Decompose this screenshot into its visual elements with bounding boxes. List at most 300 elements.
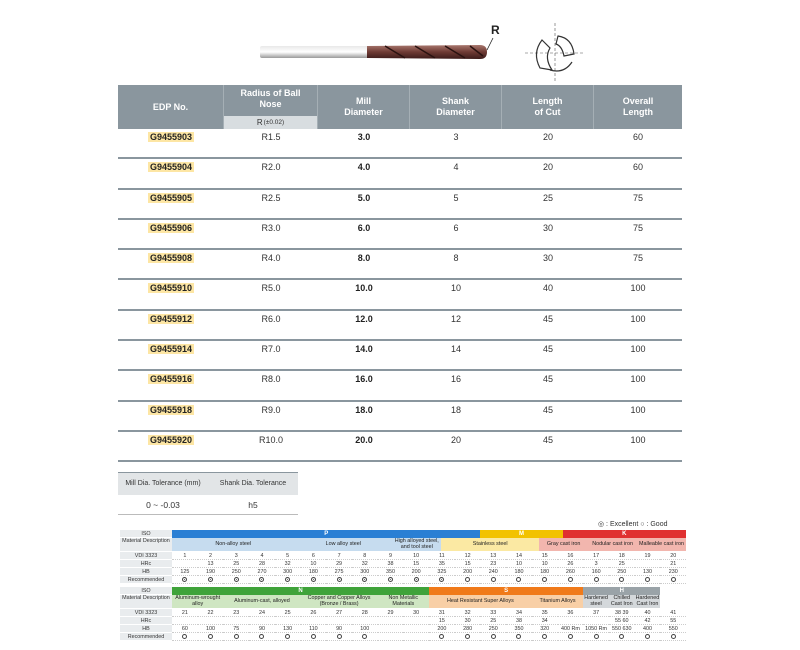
overall-length-cell-text: 100 (630, 404, 646, 415)
shank-diameter-cell (410, 432, 502, 445)
vdi-cell: 17 (583, 552, 609, 560)
length-of-cut-cell (502, 250, 594, 263)
hb-cell (403, 625, 429, 633)
overall-length-cell (594, 220, 682, 233)
hrc-cell: 28 (249, 560, 275, 568)
vdi-cell: 22 (198, 609, 224, 617)
vdi-cell: 27 (326, 609, 352, 617)
vdi-cell: 5 (275, 552, 301, 560)
mill-diameter-cell (318, 280, 410, 293)
vdi-cell: 7 (326, 552, 352, 560)
iso-category-N: N (172, 587, 429, 595)
radius-cell (224, 280, 318, 293)
hb-cell: 550 (660, 625, 686, 633)
col-oal: Overall Length (622, 96, 654, 117)
mill-diameter-cell (318, 159, 410, 172)
excellent-icon (311, 577, 316, 582)
mill-diameter-cell-text: 5.0 (357, 192, 371, 203)
radius-cell-text: R3.0 (261, 222, 281, 233)
edp-cell-text: G9455903 (149, 132, 193, 142)
iso-row (120, 530, 686, 538)
vdi-cell: 34 (506, 609, 532, 617)
good-icon (311, 634, 316, 639)
edp-cell (118, 371, 224, 384)
good-icon (671, 634, 676, 639)
rec-label: Recommended (120, 576, 172, 584)
overall-length-cell (594, 190, 682, 203)
overall-length-cell (594, 432, 682, 445)
cross-section-icon (520, 18, 590, 88)
rec-cell (403, 633, 429, 641)
radius-cell-text: R7.0 (261, 344, 281, 355)
hb-cell (378, 625, 404, 633)
mill-tolerance-value: 0 ~ -0.03 (146, 500, 180, 510)
radius-cell (224, 220, 318, 233)
iso-row (120, 587, 686, 595)
hb-cell: 260 (558, 568, 584, 576)
length-of-cut-cell (502, 371, 594, 384)
hb-cell: 350 (506, 625, 532, 633)
edp-cell-text: G9455910 (149, 283, 193, 294)
shank-diameter-cell-text: 20 (450, 434, 461, 445)
vdi-cell: 26 (301, 609, 327, 617)
material-group: Low alloy steel (294, 538, 392, 552)
overall-length-cell (594, 311, 682, 324)
overall-length-cell (594, 341, 682, 354)
shank-diameter-cell (410, 371, 502, 384)
material-group: Non-alloy steel (172, 538, 294, 552)
material-table (120, 530, 686, 641)
hb-cell: 400 (635, 625, 661, 633)
material-group: Gray cast iron (539, 538, 588, 552)
mill-diameter-cell-text: 16.0 (355, 374, 373, 385)
table-row (118, 371, 682, 401)
description-filler (660, 595, 686, 609)
spec-table-header (118, 85, 682, 129)
excellent-icon (439, 577, 444, 582)
hrc-cell: 42 (635, 617, 661, 625)
material-group: High alloyed steel, and tool steel (392, 538, 441, 552)
hb-row (120, 568, 686, 576)
material-group: Aluminum-wrought alloy (172, 595, 223, 609)
length-of-cut-cell (502, 159, 594, 172)
rec-cell (172, 576, 198, 584)
vdi-cell: 18 (609, 552, 635, 560)
mill-diameter-cell-text: 18.0 (355, 404, 373, 415)
radius-cell-text: R1.5 (261, 132, 281, 142)
length-of-cut-cell (502, 220, 594, 233)
vdi-cell: 10 (403, 552, 429, 560)
hrc-row (120, 617, 686, 625)
edp-cell (118, 220, 224, 233)
overall-length-cell (594, 371, 682, 384)
vdi-cell: 23 (223, 609, 249, 617)
vdi-row (120, 609, 686, 617)
excellent-icon (285, 577, 290, 582)
good-icon (465, 577, 470, 582)
length-of-cut-cell-text: 20 (542, 132, 553, 142)
hrc-cell: 15 (455, 560, 481, 568)
edp-cell (118, 341, 224, 354)
material-group: Hardened Cast Iron (635, 595, 661, 609)
good-icon (619, 634, 624, 639)
vdi-row (120, 552, 686, 560)
excellent-icon (259, 577, 264, 582)
hb-cell: 60 (172, 625, 198, 633)
length-of-cut-cell-text: 45 (542, 404, 553, 415)
hrc-cell (172, 560, 198, 568)
hb-cell: 160 (583, 568, 609, 576)
good-icon (542, 577, 547, 582)
hb-cell: 75 (223, 625, 249, 633)
table-row (118, 341, 682, 371)
good-icon (285, 634, 290, 639)
good-icon (594, 634, 599, 639)
hrc-cell: 34 (532, 617, 558, 625)
hb-label: HB (120, 625, 172, 633)
material-group: Titanium Alloys (532, 595, 583, 609)
overall-length-cell-text: 75 (632, 222, 643, 233)
overall-length-cell-text: 75 (632, 192, 643, 203)
shank-diameter-cell-text: 18 (450, 404, 461, 415)
vdi-cell: 15 (532, 552, 558, 560)
hrc-cell (352, 617, 378, 625)
mill-tolerance-label: Mill Dia. Tolerance (mm) (125, 480, 201, 488)
hrc-cell (172, 617, 198, 625)
hb-cell: 200 (429, 625, 455, 633)
mill-diameter-cell (318, 129, 410, 142)
good-icon (362, 634, 367, 639)
edp-cell (118, 129, 224, 142)
radius-cell (224, 432, 318, 445)
hb-cell: 1050 Rm (585, 626, 608, 632)
edp-cell-text: G9455916 (149, 374, 193, 385)
iso-filler (660, 587, 686, 595)
hb-cell: 90 (249, 625, 275, 633)
radius-tolerance (224, 116, 317, 129)
vdi-cell: 24 (249, 609, 275, 617)
hb-cell: 100 (352, 625, 378, 633)
rec-cell (352, 633, 378, 641)
edp-cell-text: G9455904 (149, 162, 193, 173)
hb-label: HB (120, 568, 172, 576)
hrc-cell (583, 617, 609, 625)
radius-marker: R (491, 23, 500, 37)
mill-diameter-cell (318, 311, 410, 324)
edp-cell-text: G9455908 (149, 253, 193, 264)
rec-cell (223, 633, 249, 641)
vdi-cell: 35 (532, 609, 558, 617)
shank-diameter-cell (410, 311, 502, 324)
good-icon (594, 577, 599, 582)
hrc-cell: 15 (403, 560, 429, 568)
hb-cell: 200 (403, 568, 429, 576)
iso-category-S: S (429, 587, 583, 595)
tolerance-values (118, 495, 298, 515)
length-of-cut-cell-text: 20 (542, 162, 553, 173)
edp-cell-text: G9455914 (149, 344, 193, 355)
hrc-cell: 32 (352, 560, 378, 568)
hrc-cell: 15 (429, 617, 455, 625)
edp-cell (118, 250, 224, 263)
excellent-icon (362, 577, 367, 582)
rec-cell (506, 576, 532, 584)
vdi-cell: 25 (275, 609, 301, 617)
rec-row (120, 633, 686, 641)
good-icon (516, 634, 521, 639)
mill-diameter-cell (318, 371, 410, 384)
hrc-cell (275, 617, 301, 625)
mill-diameter-cell-text: 14.0 (355, 344, 373, 355)
vdi-cell: 40 (635, 609, 661, 617)
vdi-cell: 13 (480, 552, 506, 560)
hb-cell: 180 (532, 568, 558, 576)
table-row (118, 311, 682, 341)
good-icon (439, 634, 444, 639)
shank-diameter-cell-text: 12 (450, 313, 461, 324)
material-group: Copper and Copper Alloys (Bronze / Brass) (301, 595, 378, 609)
rec-cell (455, 576, 481, 584)
shank-diameter-cell (410, 402, 502, 415)
length-of-cut-cell (502, 129, 594, 142)
hrc-cell: 10 (506, 560, 532, 568)
good-icon (568, 634, 573, 639)
vdi-label: VDI 3323 (120, 609, 172, 617)
radius-cell (224, 341, 318, 354)
good-icon (568, 577, 573, 582)
length-of-cut-cell-text: 45 (542, 374, 553, 385)
rec-label: Recommended (120, 633, 172, 641)
iso-category-P: P (172, 530, 480, 538)
good-icon (542, 634, 547, 639)
rec-cell (352, 576, 378, 584)
mill-diameter-cell (318, 341, 410, 354)
hrc-cell: 3 (583, 560, 609, 568)
good-icon (671, 577, 676, 582)
table-row (118, 129, 682, 159)
excellent-icon (208, 577, 213, 582)
col-radius-label: Radius of Ball Nose (240, 88, 301, 109)
hrc-cell: 29 (326, 560, 352, 568)
vdi-cell: 9 (378, 552, 404, 560)
shank-diameter-cell-text: 5 (453, 192, 459, 203)
edp-cell (118, 159, 224, 172)
rec-cell (558, 633, 584, 641)
col-edp: EDP No. (118, 85, 224, 129)
rec-cell (532, 576, 558, 584)
length-of-cut-cell (502, 341, 594, 354)
overall-length-cell-text: 100 (630, 344, 646, 355)
mill-diameter-cell-text: 3.0 (357, 132, 371, 142)
length-of-cut-cell-text: 45 (542, 313, 553, 324)
hb-cell: 300 (352, 568, 378, 576)
radius-cell-text: R4.0 (261, 253, 281, 264)
vdi-cell: 4 (249, 552, 275, 560)
rec-cell (301, 576, 327, 584)
rec-cell (378, 576, 404, 584)
tolerance-table (118, 472, 298, 515)
good-icon (645, 577, 650, 582)
hrc-cell (558, 617, 584, 625)
good-icon (619, 577, 624, 582)
hb-cell: 400 Rm (558, 625, 584, 633)
vdi-cell: 29 (378, 609, 404, 617)
radius-cell-text: R5.0 (261, 283, 281, 294)
table-row (118, 250, 682, 280)
shank-diameter-cell (410, 159, 502, 172)
hrc-cell: 21 (660, 560, 686, 568)
good-icon (259, 634, 264, 639)
length-of-cut-cell-text: 45 (542, 344, 553, 355)
vdi-cell: 3 (223, 552, 249, 560)
excellent-icon (182, 577, 187, 582)
mill-diameter-cell (318, 220, 410, 233)
iso-category-H: H (583, 587, 660, 595)
vdi-cell: 1 (172, 552, 198, 560)
overall-length-cell-text: 100 (630, 434, 646, 445)
hb-cell: 100 (198, 625, 224, 633)
radius-cell-text: R10.0 (258, 434, 284, 445)
length-of-cut-cell (502, 432, 594, 445)
mill-diameter-cell (318, 190, 410, 203)
radius-tolerance-value: (±0.02) (263, 118, 285, 126)
rec-cell (326, 633, 352, 641)
vdi-cell: 8 (352, 552, 378, 560)
hrc-cell (326, 617, 352, 625)
mill-diameter-cell (318, 432, 410, 445)
table-row (118, 159, 682, 189)
hrc-cell: 10 (301, 560, 327, 568)
vdi-cell: 2 (198, 552, 224, 560)
radius-cell (224, 250, 318, 263)
hrc-cell: 55 (660, 617, 686, 625)
rec-cell (558, 576, 584, 584)
hrc-cell: 38 (378, 560, 404, 568)
hb-cell: 240 (480, 568, 506, 576)
good-icon (234, 634, 239, 639)
radius-cell-text: R6.0 (261, 313, 281, 324)
material-group: Nodular cast iron (588, 538, 637, 552)
rec-cell (583, 576, 609, 584)
rec-cell (455, 633, 481, 641)
radius-cell-text: R9.0 (261, 404, 281, 415)
length-of-cut-cell (502, 402, 594, 415)
shank-diameter-cell-text: 6 (453, 222, 459, 233)
hb-cell: 250 (480, 625, 506, 633)
hrc-cell (403, 617, 429, 625)
hrc-cell: 26 (558, 560, 584, 568)
hb-cell: 130 (275, 625, 301, 633)
mill-diameter-cell-text: 12.0 (355, 313, 373, 324)
vdi-cell: 37 (583, 609, 609, 617)
vdi-cell: 6 (301, 552, 327, 560)
hrc-cell: 32 (275, 560, 301, 568)
hb-cell: 250 (609, 568, 635, 576)
hb-cell: 125 (172, 568, 198, 576)
hrc-cell: 25 (609, 560, 635, 568)
vdi-cell: 12 (455, 552, 481, 560)
mill-diameter-cell-text: 8.0 (357, 253, 371, 264)
rec-cell (480, 576, 506, 584)
rec-cell (275, 576, 301, 584)
overall-length-cell-text: 100 (630, 313, 646, 324)
hrc-cell: 30 (455, 617, 481, 625)
iso-label: ISO (120, 530, 172, 538)
iso-category-M: M (480, 530, 562, 538)
hb-cell: 300 (275, 568, 301, 576)
mill-diameter-cell (318, 402, 410, 415)
hrc-cell: 10 (532, 560, 558, 568)
radius-cell-text: R2.0 (261, 162, 281, 173)
excellent-icon (337, 577, 342, 582)
material-group: Malleable cast iron (637, 538, 686, 552)
hb-cell: 250 (223, 568, 249, 576)
overall-length-cell (594, 159, 682, 172)
shank-diameter-cell-text: 3 (453, 132, 459, 142)
tolerance-header (118, 473, 298, 495)
shank-diameter-cell (410, 129, 502, 142)
shank-diameter-cell (410, 280, 502, 293)
edp-cell (118, 311, 224, 324)
good-icon (208, 634, 213, 639)
vdi-cell: 19 (635, 552, 661, 560)
rec-cell (198, 576, 224, 584)
hrc-cell (635, 560, 661, 568)
shank-diameter-cell-text: 14 (450, 344, 461, 355)
vdi-cell: 20 (660, 552, 686, 560)
mill-diameter-cell-text: 10.0 (355, 283, 373, 294)
radius-cell-text: R8.0 (261, 374, 281, 385)
hrc-cell: 23 (480, 560, 506, 568)
edp-cell-text: G9455920 (149, 434, 193, 445)
rec-cell (378, 633, 404, 641)
shank-tolerance-value: h5 (248, 500, 258, 510)
ball-nose-end-mill-illustration (255, 20, 505, 80)
hb-cell: 180 (506, 568, 532, 576)
length-of-cut-cell-text: 25 (542, 192, 553, 203)
hb-cell: 110 (301, 625, 327, 633)
hrc-cell (198, 617, 224, 625)
hb-row (120, 625, 686, 633)
hrc-label: HRc (120, 560, 172, 568)
radius-cell (224, 311, 318, 324)
rec-cell (609, 576, 635, 584)
col-shank: Shank Diameter (410, 85, 502, 129)
rec-cell (660, 576, 686, 584)
hrc-cell (301, 617, 327, 625)
shank-diameter-cell-text: 16 (450, 374, 461, 385)
rec-cell (429, 633, 455, 641)
table-row (118, 190, 682, 220)
vdi-cell: 11 (429, 552, 455, 560)
radius-cell (224, 190, 318, 203)
length-of-cut-cell (502, 280, 594, 293)
good-icon (491, 634, 496, 639)
length-of-cut-cell (502, 190, 594, 203)
radius-cell (224, 402, 318, 415)
hb-cell: 550 630 (609, 625, 635, 633)
radius-cell-text: R2.5 (261, 192, 281, 203)
vdi-cell: 32 (455, 609, 481, 617)
rec-cell (583, 633, 609, 641)
edp-cell (118, 190, 224, 203)
edp-cell-text: G9455918 (149, 404, 193, 415)
excellent-icon (388, 577, 393, 582)
col-mill: Mill Diameter (318, 85, 410, 129)
edp-cell-text: G9455912 (149, 313, 193, 324)
hrc-cell: 25 (223, 560, 249, 568)
spec-table-body (118, 129, 682, 462)
